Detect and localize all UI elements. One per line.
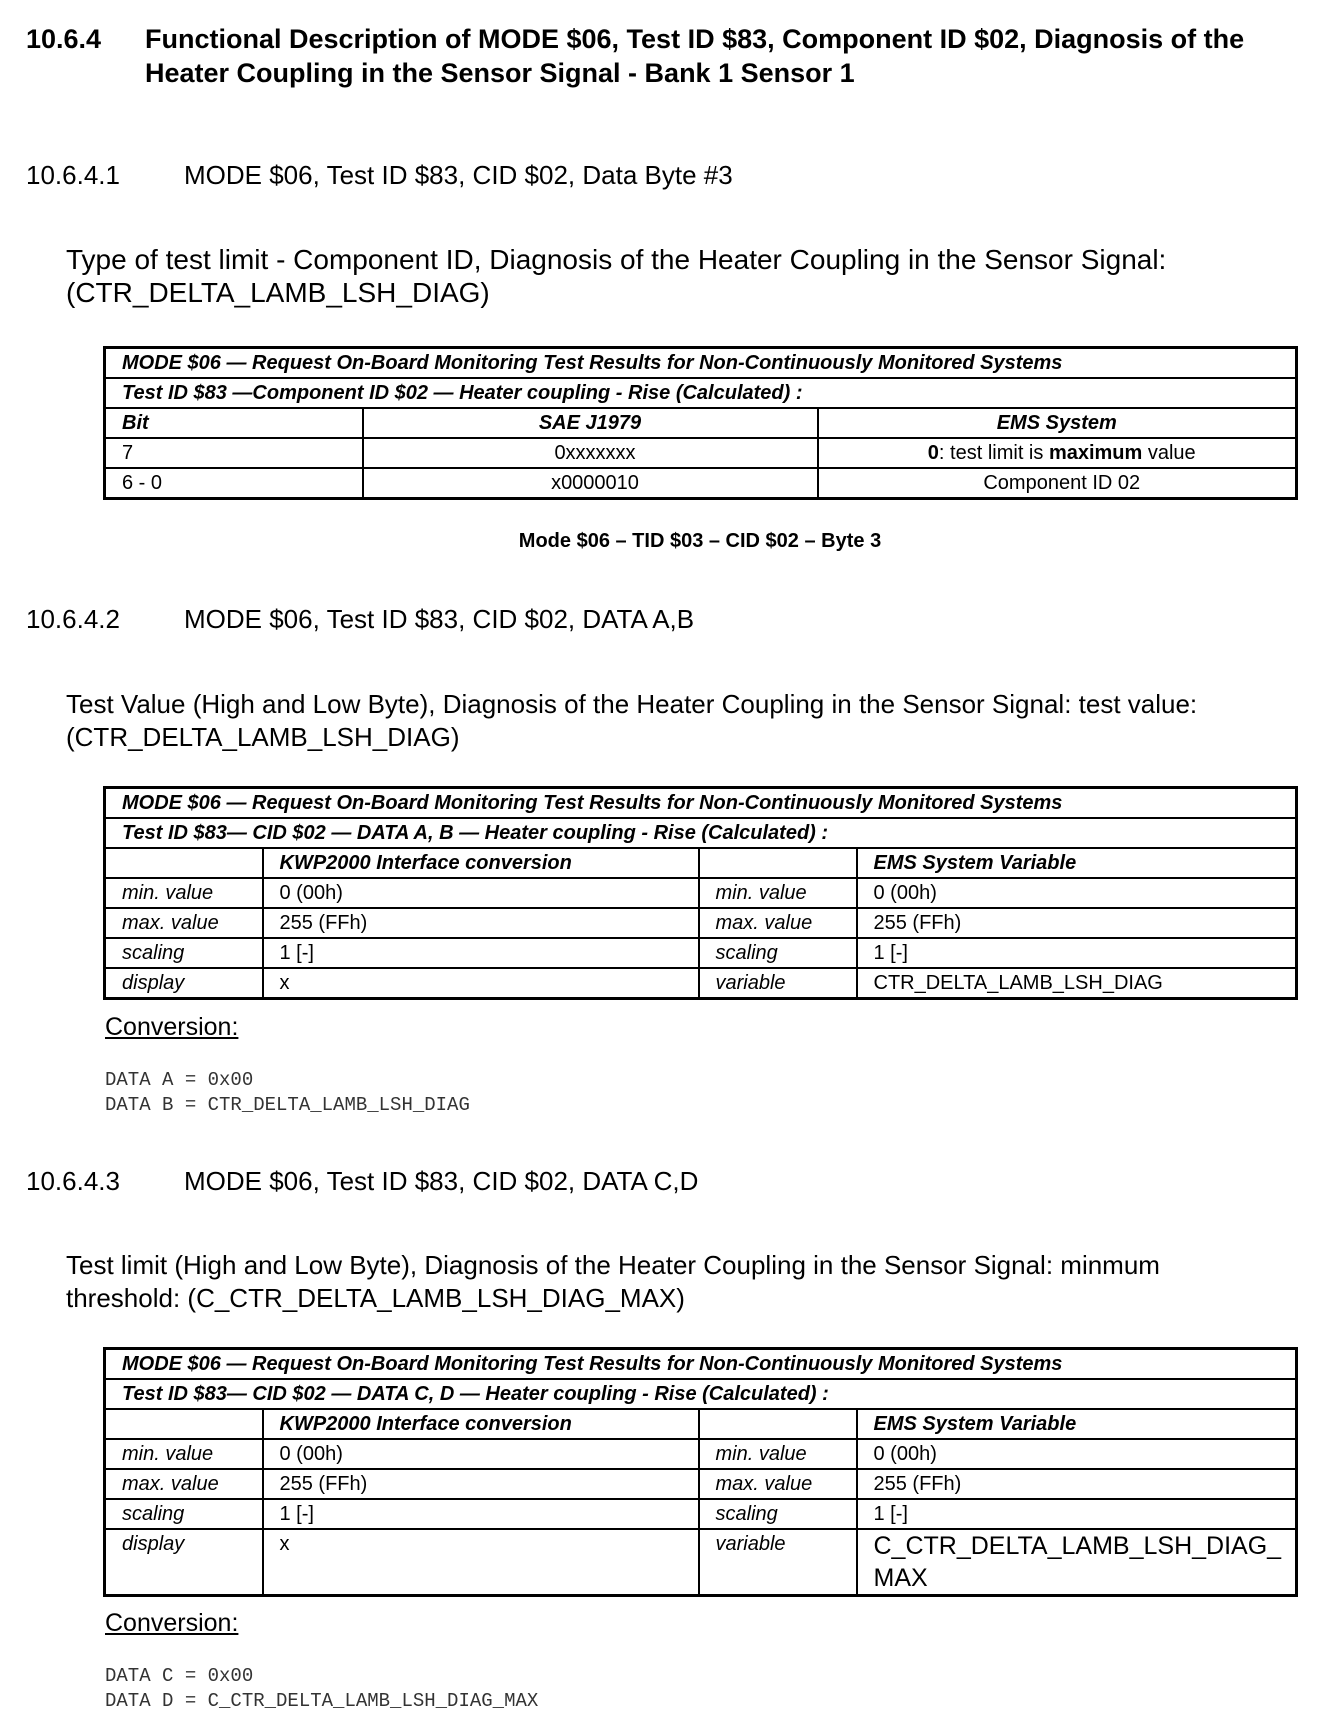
- section3-table-title2: Test ID $83— CID $02 — DATA C, D — Heater coupling - Rise (Calculated) :: [105, 1379, 1297, 1409]
- table-row: [105, 438, 1297, 468]
- section2-number: 10.6.4.2: [26, 604, 120, 634]
- section1-table: [103, 346, 1298, 500]
- section1-para-line1: Type of test limit - Component ID, Diagnosis of the Heater Coupling in the Sensor Signal:: [66, 244, 1167, 275]
- section3-para-line2: threshold: (C_CTR_DELTA_LAMB_LSH_DIAG_MAX): [66, 1283, 685, 1313]
- section2-table: [103, 786, 1298, 1000]
- sae-value: x0000010: [363, 468, 818, 499]
- code-line: DATA D = C_CTR_DELTA_LAMB_LSH_DIAG_MAX: [105, 1690, 539, 1712]
- table-row: scaling 1 [-] scaling 1 [-]: [105, 938, 1297, 968]
- sae-value: 0xxxxxxx: [363, 438, 818, 468]
- ems-value: Component ID 02: [818, 468, 1297, 499]
- code-line: DATA B = CTR_DELTA_LAMB_LSH_DIAG: [105, 1094, 470, 1116]
- header-kwp2000: KWP2000 Interface conversion: [263, 848, 699, 878]
- section1-table-title2: Test ID $83 —Component ID $02 — Heater coupling - Rise (Calculated) :: [105, 378, 1297, 408]
- section2-title: MODE $06, Test ID $83, CID $02, DATA A,B: [184, 604, 695, 634]
- header-sae-j1979: SAE J1979: [363, 408, 818, 438]
- main-heading-number: 10.6.4: [26, 24, 102, 54]
- section2-table-title1: MODE $06 — Request On-Board Monitoring Test Results for Non-Continuously Monitored Systems: [105, 788, 1297, 819]
- bit-value: 6 - 0: [105, 468, 363, 499]
- section3-paragraph: [66, 1249, 1316, 1315]
- section3-table: [103, 1347, 1298, 1597]
- ems-value: 0: test limit is maximum value: [818, 438, 1297, 468]
- section1-caption: Mode $06 – TID $03 – CID $02 – Byte 3: [518, 530, 882, 552]
- section1-table-title1: MODE $06 — Request On-Board Monitoring Test Results for Non-Continuously Monitored Systems: [105, 348, 1297, 379]
- bit-value: 7: [105, 438, 363, 468]
- section1-number: 10.6.4.1: [26, 160, 120, 190]
- section1-title: MODE $06, Test ID $83, CID $02, Data Byte #3: [184, 160, 733, 190]
- table-row: max. value 255 (FFh) max. value 255 (FFh): [105, 908, 1297, 938]
- section2-paragraph: [66, 688, 1316, 754]
- table-row: min. value 0 (00h) min. value 0 (00h): [105, 1439, 1297, 1469]
- section1-para-line2: (CTR_DELTA_LAMB_LSH_DIAG): [66, 277, 490, 308]
- code-line: DATA C = 0x00: [105, 1665, 254, 1687]
- section2-table-title2: Test ID $83— CID $02 — DATA A, B — Heater coupling - Rise (Calculated) :: [105, 818, 1297, 848]
- table-row: max. value 255 (FFh) max. value 255 (FFh): [105, 1469, 1297, 1499]
- header-ems-variable: EMS System Variable: [857, 1409, 1297, 1439]
- main-heading-text: Functional Description of MODE $06, Test ID $83, Component ID $02, Diagnosis of the Heater Coupling in the Sensor Signal - Bank 1 Sensor 1: [145, 24, 1245, 88]
- header-kwp2000: KWP2000 Interface conversion: [263, 1409, 699, 1439]
- section2-code: [105, 1068, 470, 1118]
- section3-code: [105, 1664, 538, 1714]
- code-line: DATA A = 0x00: [105, 1069, 254, 1091]
- section3-table-title1: MODE $06 — Request On-Board Monitoring Test Results for Non-Continuously Monitored Systems: [105, 1349, 1297, 1380]
- section3-title: MODE $06, Test ID $83, CID $02, DATA C,D: [184, 1166, 699, 1196]
- table-row: min. value 0 (00h) min. value 0 (00h): [105, 878, 1297, 908]
- table-row: display x variable CTR_DELTA_LAMB_LSH_DIAG: [105, 968, 1297, 999]
- section2-conversion-label: Conversion:: [105, 1013, 239, 1041]
- section3-conversion-label: Conversion:: [105, 1609, 239, 1637]
- section1-paragraph: [66, 243, 1316, 309]
- header-bit: Bit: [105, 408, 363, 438]
- section3-para-line1: Test limit (High and Low Byte), Diagnosis of the Heater Coupling in the Sensor Signal: minmum: [66, 1250, 1160, 1280]
- table-row: scaling 1 [-] scaling 1 [-]: [105, 1499, 1297, 1529]
- table-row: display x variable C_CTR_DELTA_LAMB_LSH_DIAG_MAX: [105, 1529, 1297, 1596]
- header-ems-variable: EMS System Variable: [857, 848, 1297, 878]
- section2-para-line2: (CTR_DELTA_LAMB_LSH_DIAG): [66, 722, 460, 752]
- table-row: [105, 468, 1297, 499]
- section2-para-line1: Test Value (High and Low Byte), Diagnosis of the Heater Coupling in the Sensor Signal: test value:: [66, 689, 1198, 719]
- header-ems-system: EMS System: [818, 408, 1297, 438]
- section3-number: 10.6.4.3: [26, 1166, 120, 1196]
